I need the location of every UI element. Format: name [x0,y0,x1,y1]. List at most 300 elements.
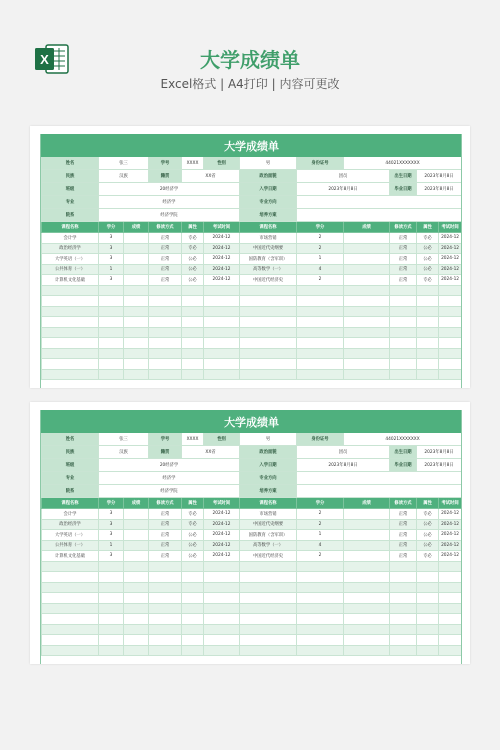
grade-cell[interactable]: 2024-12 [204,530,240,541]
empty-grade-cell[interactable] [390,572,417,583]
empty-grade-cell[interactable] [149,614,182,625]
grade-cell[interactable]: 1 [297,254,344,265]
empty-grade-cell[interactable] [42,572,99,583]
grade-cell[interactable] [124,254,149,265]
empty-grade-cell[interactable] [417,603,439,614]
grade-cell[interactable] [124,243,149,254]
grade-cell[interactable]: 2024-12 [204,551,240,562]
grade-cell[interactable]: 正常 [390,551,417,562]
grade-cell[interactable]: 公必 [182,551,204,562]
empty-grade-cell[interactable] [439,348,462,359]
class-value[interactable]: 20经济学 [99,459,240,472]
empty-grade-cell[interactable] [204,359,240,370]
empty-grade-cell[interactable] [439,327,462,338]
empty-grade-cell[interactable] [390,327,417,338]
empty-grade-cell[interactable] [204,561,240,572]
empty-grade-cell[interactable] [390,285,417,296]
grade-cell[interactable]: 公必 [182,275,204,286]
direction-value[interactable] [297,472,462,485]
grade-cell[interactable]: 会计学 [42,233,99,244]
empty-grade-cell[interactable] [124,603,149,614]
grade-cell[interactable]: 正常 [390,264,417,275]
plan-value[interactable] [297,485,462,498]
empty-grade-cell[interactable] [344,338,390,349]
empty-grade-cell[interactable] [417,624,439,635]
grade-cell[interactable]: 2024-12 [439,530,462,541]
empty-grade-cell[interactable] [182,582,204,593]
empty-grade-cell[interactable] [417,285,439,296]
grade-cell[interactable]: 专必 [182,243,204,254]
empty-grade-cell[interactable] [417,572,439,583]
empty-grade-cell[interactable] [149,572,182,583]
empty-grade-cell[interactable] [182,296,204,307]
empty-grade-cell[interactable] [42,317,99,328]
empty-grade-cell[interactable] [204,582,240,593]
grade-cell[interactable]: 正常 [390,519,417,530]
empty-grade-cell[interactable] [417,338,439,349]
political-value[interactable]: 团员 [297,170,390,183]
grade-cell[interactable]: 正常 [149,509,182,520]
grade-cell[interactable]: 政治经济学 [42,243,99,254]
grade-cell[interactable]: 公共体育（一） [42,264,99,275]
empty-grade-cell[interactable] [240,614,297,625]
grade-cell[interactable] [344,243,390,254]
grade-cell[interactable] [344,509,390,520]
empty-grade-cell[interactable] [297,624,344,635]
empty-grade-cell[interactable] [149,327,182,338]
grade-cell[interactable]: 专必 [182,233,204,244]
grade-cell[interactable]: 2024-12 [204,254,240,265]
birth-value[interactable]: 2023年8月8日 [417,170,462,183]
student-id-value[interactable]: XXXX [182,157,204,170]
empty-grade-cell[interactable] [344,369,390,380]
empty-grade-cell[interactable] [124,624,149,635]
empty-grade-cell[interactable] [124,561,149,572]
grade-cell[interactable] [124,233,149,244]
grade-cell[interactable]: 4 [297,264,344,275]
empty-grade-cell[interactable] [204,348,240,359]
grade-cell[interactable]: 中国近代史纲要 [240,243,297,254]
empty-grade-cell[interactable] [204,572,240,583]
empty-grade-cell[interactable] [42,582,99,593]
empty-grade-cell[interactable] [99,296,124,307]
empty-grade-cell[interactable] [182,603,204,614]
empty-grade-cell[interactable] [182,359,204,370]
empty-grade-cell[interactable] [390,359,417,370]
empty-grade-cell[interactable] [99,285,124,296]
empty-grade-cell[interactable] [344,593,390,604]
major-value[interactable]: 经济学 [99,472,240,485]
grade-cell[interactable] [344,540,390,551]
empty-grade-cell[interactable] [390,635,417,646]
grade-cell[interactable]: 4 [297,540,344,551]
empty-grade-cell[interactable] [417,348,439,359]
empty-grade-cell[interactable] [42,624,99,635]
empty-grade-cell[interactable] [204,327,240,338]
empty-grade-cell[interactable] [124,296,149,307]
empty-grade-cell[interactable] [390,603,417,614]
empty-grade-cell[interactable] [149,306,182,317]
empty-grade-cell[interactable] [42,369,99,380]
empty-grade-cell[interactable] [42,635,99,646]
empty-grade-cell[interactable] [149,359,182,370]
empty-grade-cell[interactable] [204,635,240,646]
grade-cell[interactable] [344,254,390,265]
empty-grade-cell[interactable] [417,582,439,593]
grade-cell[interactable]: 2024-12 [439,551,462,562]
empty-grade-cell[interactable] [439,306,462,317]
enroll-value[interactable]: 2023年8月8日 [297,183,390,196]
grade-cell[interactable]: 3 [99,519,124,530]
empty-grade-cell[interactable] [240,327,297,338]
empty-grade-cell[interactable] [240,317,297,328]
empty-grade-cell[interactable] [240,338,297,349]
grade-cell[interactable] [344,530,390,541]
grade-cell[interactable]: 2024-12 [439,540,462,551]
empty-grade-cell[interactable] [182,327,204,338]
empty-grade-cell[interactable] [297,306,344,317]
empty-grade-cell[interactable] [42,338,99,349]
empty-grade-cell[interactable] [182,593,204,604]
empty-grade-cell[interactable] [149,635,182,646]
grade-cell[interactable]: 正常 [390,530,417,541]
empty-grade-cell[interactable] [42,603,99,614]
empty-grade-cell[interactable] [240,369,297,380]
grade-cell[interactable] [344,275,390,286]
empty-grade-cell[interactable] [417,593,439,604]
grade-cell[interactable]: 2024-12 [439,233,462,244]
grade-cell[interactable]: 专必 [182,519,204,530]
empty-grade-cell[interactable] [124,593,149,604]
grade-cell[interactable]: 公必 [417,519,439,530]
empty-grade-cell[interactable] [42,285,99,296]
empty-grade-cell[interactable] [124,635,149,646]
empty-grade-cell[interactable] [204,306,240,317]
grade-cell[interactable]: 公必 [417,530,439,541]
grade-cell[interactable]: 2024-12 [439,254,462,265]
empty-grade-cell[interactable] [344,635,390,646]
grad-value[interactable]: 2023年8月8日 [417,459,462,472]
grade-cell[interactable]: 3 [99,243,124,254]
empty-grade-cell[interactable] [439,369,462,380]
empty-grade-cell[interactable] [149,317,182,328]
empty-grade-cell[interactable] [124,572,149,583]
grade-cell[interactable]: 3 [99,233,124,244]
empty-grade-cell[interactable] [182,369,204,380]
empty-grade-cell[interactable] [417,359,439,370]
grade-cell[interactable]: 2 [297,551,344,562]
empty-grade-cell[interactable] [182,561,204,572]
grade-cell[interactable]: 2024-12 [204,509,240,520]
grade-cell[interactable]: 公必 [417,264,439,275]
empty-grade-cell[interactable] [99,603,124,614]
grade-cell[interactable]: 正常 [390,233,417,244]
grade-cell[interactable]: 公必 [417,254,439,265]
empty-grade-cell[interactable] [240,635,297,646]
empty-grade-cell[interactable] [390,624,417,635]
empty-grade-cell[interactable] [344,327,390,338]
grade-cell[interactable]: 3 [99,509,124,520]
empty-grade-cell[interactable] [390,561,417,572]
grade-cell[interactable]: 公共体育（一） [42,540,99,551]
empty-grade-cell[interactable] [297,317,344,328]
empty-grade-cell[interactable] [42,296,99,307]
empty-grade-cell[interactable] [124,348,149,359]
grade-cell[interactable]: 正常 [149,275,182,286]
empty-grade-cell[interactable] [42,614,99,625]
grade-cell[interactable]: 2 [297,233,344,244]
empty-grade-cell[interactable] [204,645,240,656]
grade-cell[interactable]: 正常 [390,509,417,520]
empty-grade-cell[interactable] [99,348,124,359]
empty-grade-cell[interactable] [99,624,124,635]
empty-grade-cell[interactable] [240,572,297,583]
empty-grade-cell[interactable] [390,296,417,307]
empty-grade-cell[interactable] [417,635,439,646]
empty-grade-cell[interactable] [42,306,99,317]
empty-grade-cell[interactable] [297,561,344,572]
grade-cell[interactable]: 高等数学（一） [240,264,297,275]
empty-grade-cell[interactable] [344,348,390,359]
grade-cell[interactable]: 3 [99,254,124,265]
empty-grade-cell[interactable] [124,369,149,380]
plan-value[interactable] [297,209,462,222]
empty-grade-cell[interactable] [297,369,344,380]
grade-cell[interactable]: 2024-12 [439,509,462,520]
empty-grade-cell[interactable] [297,645,344,656]
empty-grade-cell[interactable] [439,359,462,370]
grade-cell[interactable]: 公必 [417,243,439,254]
empty-grade-cell[interactable] [204,603,240,614]
empty-grade-cell[interactable] [149,561,182,572]
empty-grade-cell[interactable] [42,561,99,572]
empty-grade-cell[interactable] [182,572,204,583]
empty-grade-cell[interactable] [344,645,390,656]
empty-grade-cell[interactable] [439,635,462,646]
grade-cell[interactable]: 2 [297,509,344,520]
grade-cell[interactable]: 专必 [417,275,439,286]
grade-cell[interactable]: 3 [99,530,124,541]
empty-grade-cell[interactable] [149,348,182,359]
empty-grade-cell[interactable] [439,285,462,296]
empty-grade-cell[interactable] [182,635,204,646]
birth-value[interactable]: 2023年8月8日 [417,446,462,459]
empty-grade-cell[interactable] [344,614,390,625]
grade-cell[interactable]: 正常 [149,233,182,244]
empty-grade-cell[interactable] [390,582,417,593]
id-card-value[interactable]: 44021XXXXXXX [344,433,462,446]
grade-cell[interactable]: 2024-12 [204,540,240,551]
empty-grade-cell[interactable] [417,296,439,307]
empty-grade-cell[interactable] [240,561,297,572]
empty-grade-cell[interactable] [439,317,462,328]
grade-cell[interactable]: 公必 [182,530,204,541]
empty-grade-cell[interactable] [99,614,124,625]
empty-grade-cell[interactable] [99,635,124,646]
grade-cell[interactable]: 专必 [417,233,439,244]
grade-cell[interactable]: 中国近代经济史 [240,551,297,562]
empty-grade-cell[interactable] [99,645,124,656]
empty-grade-cell[interactable] [344,572,390,583]
empty-grade-cell[interactable] [297,359,344,370]
grad-value[interactable]: 2023年8月8日 [417,183,462,196]
empty-grade-cell[interactable] [297,635,344,646]
empty-grade-cell[interactable] [124,582,149,593]
enroll-value[interactable]: 2023年8月8日 [297,459,390,472]
empty-grade-cell[interactable] [297,285,344,296]
empty-grade-cell[interactable] [390,593,417,604]
empty-grade-cell[interactable] [439,603,462,614]
empty-grade-cell[interactable] [240,603,297,614]
empty-grade-cell[interactable] [42,593,99,604]
empty-grade-cell[interactable] [297,582,344,593]
grade-cell[interactable]: 国防教育（含军训） [240,254,297,265]
grade-cell[interactable]: 公必 [182,264,204,275]
empty-grade-cell[interactable] [124,285,149,296]
empty-grade-cell[interactable] [240,359,297,370]
empty-grade-cell[interactable] [99,561,124,572]
empty-grade-cell[interactable] [240,645,297,656]
empty-grade-cell[interactable] [42,645,99,656]
grade-cell[interactable]: 1 [99,540,124,551]
grade-cell[interactable]: 正常 [390,275,417,286]
empty-grade-cell[interactable] [344,359,390,370]
empty-grade-cell[interactable] [344,306,390,317]
empty-grade-cell[interactable] [182,614,204,625]
empty-grade-cell[interactable] [390,338,417,349]
empty-grade-cell[interactable] [99,572,124,583]
empty-grade-cell[interactable] [439,338,462,349]
empty-grade-cell[interactable] [439,582,462,593]
grade-cell[interactable]: 2024-12 [439,264,462,275]
grade-cell[interactable]: 公必 [182,540,204,551]
grade-cell[interactable]: 2 [297,275,344,286]
empty-grade-cell[interactable] [124,327,149,338]
name-value[interactable]: 张三 [99,433,149,446]
empty-grade-cell[interactable] [204,624,240,635]
empty-grade-cell[interactable] [204,593,240,604]
empty-grade-cell[interactable] [182,624,204,635]
grade-cell[interactable]: 专必 [417,509,439,520]
grade-cell[interactable]: 国防教育（含军训） [240,530,297,541]
empty-grade-cell[interactable] [42,327,99,338]
grade-cell[interactable]: 3 [99,551,124,562]
empty-grade-cell[interactable] [149,593,182,604]
grade-cell[interactable]: 政治经济学 [42,519,99,530]
empty-grade-cell[interactable] [240,593,297,604]
gender-value[interactable]: 男 [240,433,297,446]
grade-cell[interactable]: 大学英语（一） [42,530,99,541]
grade-cell[interactable] [124,264,149,275]
empty-grade-cell[interactable] [439,645,462,656]
direction-value[interactable] [297,196,462,209]
empty-grade-cell[interactable] [182,285,204,296]
empty-grade-cell[interactable] [204,285,240,296]
empty-grade-cell[interactable] [344,317,390,328]
empty-grade-cell[interactable] [439,561,462,572]
empty-grade-cell[interactable] [124,359,149,370]
empty-grade-cell[interactable] [149,338,182,349]
empty-grade-cell[interactable] [149,369,182,380]
grade-cell[interactable]: 2024-12 [204,233,240,244]
empty-grade-cell[interactable] [390,645,417,656]
empty-grade-cell[interactable] [204,369,240,380]
empty-grade-cell[interactable] [149,603,182,614]
grade-cell[interactable]: 2 [297,519,344,530]
empty-grade-cell[interactable] [149,296,182,307]
empty-grade-cell[interactable] [182,348,204,359]
ethnicity-value[interactable]: 汉族 [99,170,149,183]
empty-grade-cell[interactable] [344,296,390,307]
grade-cell[interactable]: 正常 [390,254,417,265]
grade-cell[interactable]: 正常 [149,551,182,562]
empty-grade-cell[interactable] [417,317,439,328]
grade-cell[interactable] [124,275,149,286]
empty-grade-cell[interactable] [344,285,390,296]
empty-grade-cell[interactable] [344,603,390,614]
grade-cell[interactable]: 公必 [182,254,204,265]
empty-grade-cell[interactable] [344,582,390,593]
grade-cell[interactable]: 专必 [182,509,204,520]
empty-grade-cell[interactable] [124,306,149,317]
empty-grade-cell[interactable] [99,327,124,338]
empty-grade-cell[interactable] [439,614,462,625]
origin-value[interactable]: XX省 [182,446,240,459]
empty-grade-cell[interactable] [297,614,344,625]
empty-grade-cell[interactable] [297,348,344,359]
empty-grade-cell[interactable] [182,645,204,656]
grade-cell[interactable]: 市场营销 [240,233,297,244]
empty-grade-cell[interactable] [417,645,439,656]
empty-grade-cell[interactable] [149,582,182,593]
grade-cell[interactable]: 公必 [417,540,439,551]
grade-cell[interactable]: 1 [297,530,344,541]
empty-grade-cell[interactable] [297,593,344,604]
grade-cell[interactable] [344,519,390,530]
grade-cell[interactable] [344,551,390,562]
grade-cell[interactable] [344,264,390,275]
empty-grade-cell[interactable] [297,338,344,349]
empty-grade-cell[interactable] [390,317,417,328]
empty-grade-cell[interactable] [417,561,439,572]
empty-grade-cell[interactable] [240,306,297,317]
grade-cell[interactable]: 3 [99,275,124,286]
empty-grade-cell[interactable] [149,624,182,635]
grade-cell[interactable] [124,509,149,520]
grade-cell[interactable] [344,233,390,244]
grade-cell[interactable]: 正常 [149,519,182,530]
major-value[interactable]: 经济学 [99,196,240,209]
empty-grade-cell[interactable] [204,338,240,349]
grade-cell[interactable] [124,551,149,562]
empty-grade-cell[interactable] [240,348,297,359]
empty-grade-cell[interactable] [149,285,182,296]
grade-cell[interactable]: 2024-12 [439,243,462,254]
grade-cell[interactable]: 2024-12 [204,264,240,275]
empty-grade-cell[interactable] [99,317,124,328]
empty-grade-cell[interactable] [124,338,149,349]
grade-cell[interactable]: 1 [99,264,124,275]
empty-grade-cell[interactable] [42,359,99,370]
empty-grade-cell[interactable] [99,338,124,349]
grade-cell[interactable]: 2024-12 [204,243,240,254]
empty-grade-cell[interactable] [182,338,204,349]
grade-cell[interactable]: 2024-12 [439,275,462,286]
empty-grade-cell[interactable] [204,296,240,307]
empty-grade-cell[interactable] [417,369,439,380]
faculty-value[interactable]: 经济学院 [99,485,240,498]
empty-grade-cell[interactable] [42,348,99,359]
